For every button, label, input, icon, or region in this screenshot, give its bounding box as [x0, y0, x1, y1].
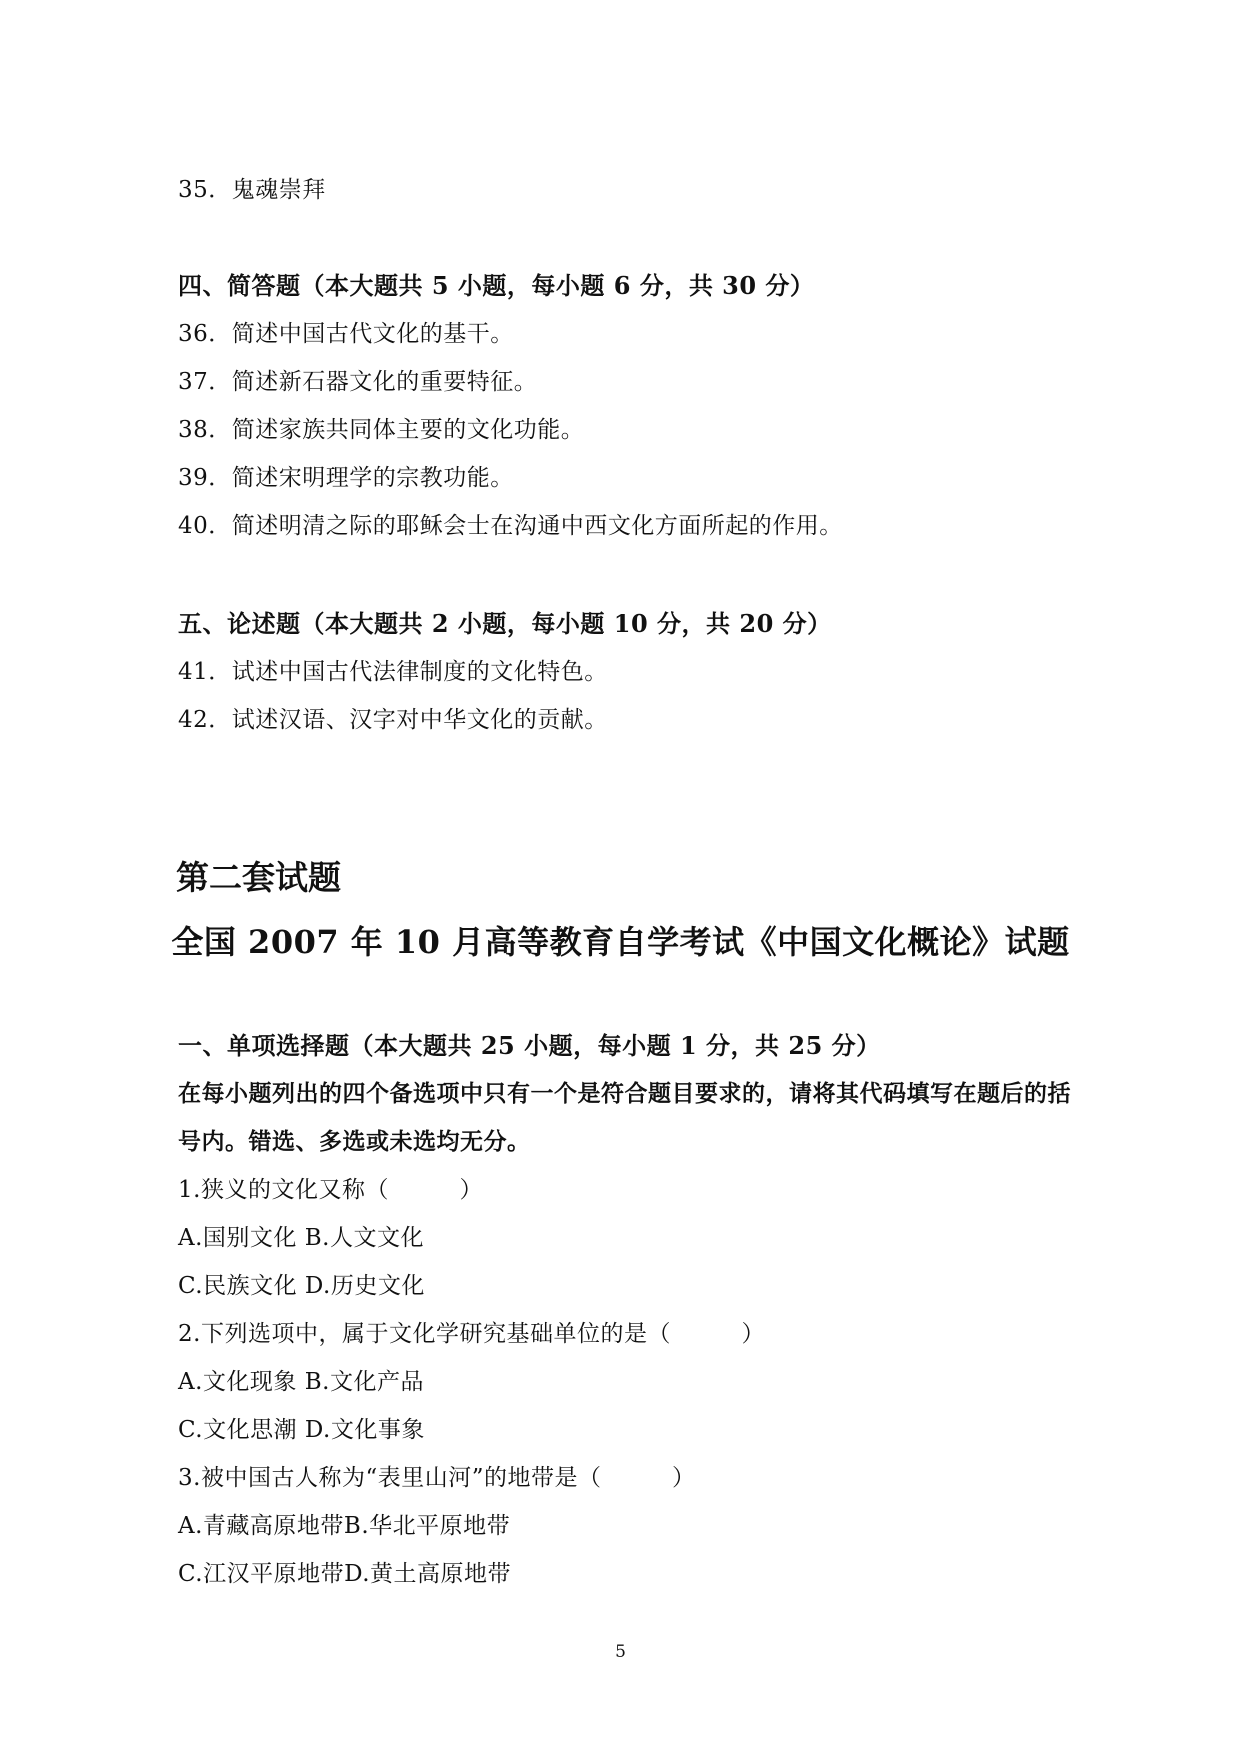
question-1-options-cd: C.民族文化 D.历史文化 — [178, 1273, 425, 1299]
question-37: 37．简述新石器文化的重要特征。 — [178, 369, 538, 395]
question-42: 42．试述汉语、汉字对中华文化的贡献。 — [178, 707, 608, 733]
exam-title: 全国 2007 年 10 月高等教育自学考试《中国文化概论》试题 — [171, 923, 1070, 961]
question-41: 41．试述中国古代法律制度的文化特色。 — [178, 659, 608, 685]
question-35: 35．鬼魂崇拜 — [178, 177, 326, 203]
question-38: 38．简述家族共同体主要的文化功能。 — [178, 417, 585, 443]
question-3-options-ab: A.青藏高原地带B.华北平原地带 — [178, 1513, 511, 1539]
question-36: 36．简述中国古代文化的基干。 — [178, 321, 514, 347]
question-39: 39．简述宋明理学的宗教功能。 — [178, 465, 514, 491]
page-number: 5 — [615, 1642, 626, 1662]
instructions-line-2: 号内。错选、多选或未选均无分。 — [178, 1128, 531, 1155]
question-2-options-cd: C.文化思潮 D.文化事象 — [178, 1417, 425, 1443]
question-1-stem: 1.狭义的文化又称（ ） — [178, 1177, 483, 1203]
section-1-heading: 一、单项选择题（本大题共 25 小题，每小题 1 分，共 25 分） — [178, 1031, 881, 1060]
question-3-options-cd: C.江汉平原地带D.黄土高原地带 — [178, 1561, 512, 1587]
section-4-heading: 四、简答题（本大题共 5 小题，每小题 6 分，共 30 分） — [178, 271, 815, 300]
section-5-heading: 五、论述题（本大题共 2 小题，每小题 10 分，共 20 分） — [178, 609, 832, 638]
question-1-options-ab: A.国别文化 B.人文文化 — [178, 1225, 424, 1251]
question-3-stem: 3.被中国古人称为“表里山河”的地带是（ ） — [178, 1465, 696, 1491]
set-title: 第二套试题 — [176, 858, 341, 897]
instructions-line-1: 在每小题列出的四个备选项中只有一个是符合题目要求的，请将其代码填写在题后的括 — [178, 1080, 1071, 1107]
question-40: 40．简述明清之际的耶稣会士在沟通中西文化方面所起的作用。 — [178, 513, 843, 539]
question-2-options-ab: A.文化现象 B.文化产品 — [178, 1369, 424, 1395]
question-2-stem: 2.下列选项中，属于文化学研究基础单位的是（ ） — [178, 1321, 765, 1347]
